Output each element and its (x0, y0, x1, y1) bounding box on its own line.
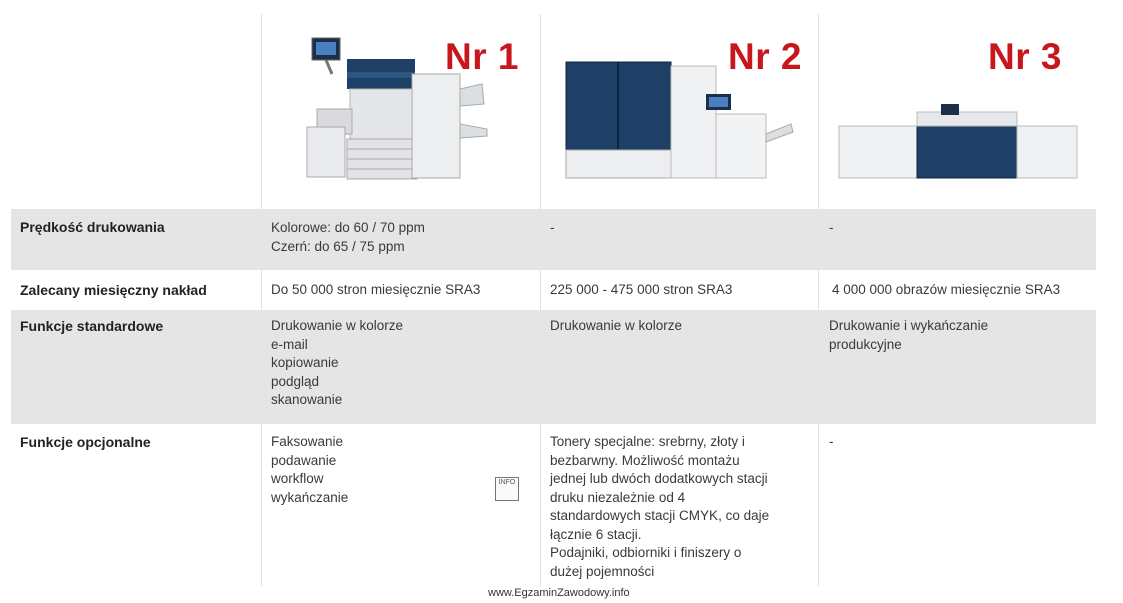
cell-line: 4 000 000 obrazów miesięcznie SRA3 (832, 282, 1061, 297)
table-cell (271, 219, 425, 256)
row-label: Funkcje opcjonalne (20, 434, 151, 450)
cell-line: standardowych stacji CMYK, co daje (550, 508, 770, 523)
cell-line: - (829, 434, 834, 449)
column-header-nr1 (262, 14, 540, 209)
table-cell (550, 317, 682, 336)
row-label: Zalecany miesięczny nakład (20, 282, 207, 298)
cell-line: 225 000 - 475 000 stron SRA3 (550, 282, 733, 297)
column-header-nr3 (819, 14, 1096, 209)
cell-line: skanowanie (271, 392, 343, 407)
column-header-nr2 (541, 14, 818, 209)
row-label: Funkcje standardowe (20, 318, 164, 334)
cell-line: druku niezależnie od 4 (550, 489, 686, 505)
table-cell (829, 317, 988, 354)
printer-number-label: Nr 3 (988, 36, 1062, 77)
table-cell (832, 281, 1060, 300)
cell-line: Drukowanie w kolorze (550, 318, 683, 333)
cell-line: - (550, 220, 555, 235)
cell-line: - (829, 220, 834, 235)
cell-line: Faksowanie (271, 434, 344, 449)
cell-line: Czerń: do 65 / 75 ppm (271, 238, 405, 254)
cell-line: Drukowanie w kolorze (271, 318, 404, 333)
cell-line: Kolorowe: do 60 / 70 ppm (271, 220, 425, 235)
table-cell (550, 219, 555, 238)
cell-line: Tonery specjalne: srebrny, złoty i (550, 434, 745, 449)
cell-line: łącznie 6 stacji. (550, 526, 642, 542)
table-cell (271, 433, 348, 507)
cell-line: bezbarwny. Możliwość montażu (550, 452, 740, 468)
printer-number-label: Nr 2 (728, 36, 802, 77)
table-row (11, 270, 1096, 310)
row-label: Prędkość drukowania (20, 219, 165, 235)
footer-watermark: www.EgzaminZawodowy.info (488, 587, 630, 599)
cell-line: kopiowanie (271, 355, 339, 370)
cell-line: wykańczanie (271, 489, 349, 505)
table-cell (550, 433, 769, 581)
cell-line: dużej pojemności (550, 563, 655, 579)
cell-line: podgląd (271, 373, 320, 389)
cell-line: Drukowanie i wykańczanie (829, 318, 989, 333)
cell-line: Do 50 000 stron miesięcznie SRA3 (271, 282, 481, 297)
table-cell (550, 281, 732, 300)
table-cell (829, 219, 834, 238)
cell-line: produkcyjne (829, 336, 902, 352)
table-row (11, 310, 1096, 424)
cell-line: workflow (271, 471, 324, 486)
qr-code-icon: INFO (495, 477, 519, 501)
table-cell (271, 281, 480, 300)
table-cell (829, 433, 834, 452)
table-row (11, 209, 1096, 270)
cell-line: jednej lub dwóch dodatkowych stacji (550, 471, 768, 486)
cell-line: podawanie (271, 452, 337, 468)
cell-line: e-mail (271, 336, 308, 352)
table-row (11, 424, 1096, 586)
printer-number-label: Nr 1 (445, 36, 519, 77)
table-cell (271, 317, 403, 410)
cell-line: Podajniki, odbiorniki i finiszery o (550, 545, 742, 560)
